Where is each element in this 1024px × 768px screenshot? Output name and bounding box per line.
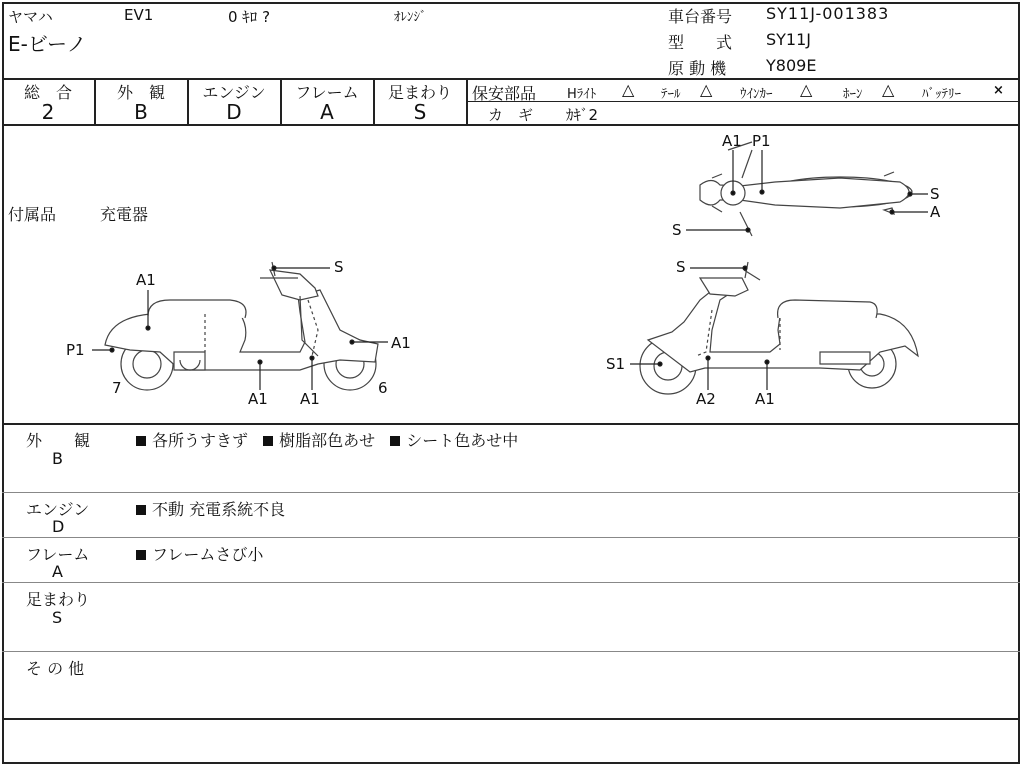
top-view-scooter (700, 142, 912, 236)
label-left-p1: P1 (66, 341, 85, 359)
safety-title: 保安部品 (472, 84, 537, 103)
label-right-a1: A1 (755, 390, 775, 408)
right-side-scooter (640, 262, 918, 394)
section-engine-grade: D (52, 517, 65, 536)
section-suspension-grade: S (52, 608, 63, 627)
section-frame-label: フレーム (26, 545, 90, 564)
safety-battery-mark: × (993, 83, 1004, 98)
accessories-value: 充電器 (100, 205, 149, 224)
grade-overall-value: 2 (41, 100, 55, 124)
label-left-6: 6 (378, 379, 388, 397)
safety-winker-label: ｳｲﾝｶｰ (740, 87, 773, 102)
mileage: 0 ｷﾛ ? (228, 8, 271, 26)
safety-horn-label: ﾎｰﾝ (843, 87, 863, 102)
label-left-a1-top: A1 (136, 271, 156, 289)
section-frame-remarks (136, 542, 273, 565)
label-left-a1-right: A1 (391, 334, 411, 352)
label-right-s: S (676, 258, 686, 276)
grade-engine-value: D (226, 100, 242, 124)
divider (2, 423, 1020, 425)
label-top-s-left: S (672, 221, 682, 239)
engine-value: Y809E (766, 56, 817, 75)
scooter-diagram (0, 124, 1024, 424)
bullet-icon (136, 436, 146, 446)
bullet-icon (390, 436, 400, 446)
label-right-s1: S1 (606, 355, 626, 373)
safety-horn-mark: △ (882, 80, 895, 99)
grade-frame-label: フレーム (295, 83, 359, 102)
label-left-s: S (334, 258, 344, 276)
section-suspension-label: 足まわり (26, 590, 91, 609)
safety-battery-label: ﾊﾞｯﾃﾘｰ (922, 87, 961, 102)
section-exterior-label: 外 観 (26, 431, 91, 450)
type-value: SY11J (766, 30, 812, 49)
accessories-label: 付属品 (8, 205, 57, 224)
label-top-p1: P1 (752, 132, 771, 150)
label-left-7: 7 (112, 379, 122, 397)
divider (2, 582, 1020, 583)
type-label: 型 式 (668, 33, 733, 52)
grade-exterior-label: 外 観 (116, 83, 165, 102)
divider (2, 651, 1020, 652)
grade-engine-label: エンジン (202, 83, 266, 102)
engine-label: 原 動 機 (668, 59, 727, 78)
divider (2, 492, 1020, 493)
remark-item: フレームさび小 (152, 545, 264, 564)
grade-suspension-label: 足まわり (387, 83, 452, 102)
label-right-a2: A2 (696, 390, 716, 408)
divider (2, 537, 1020, 538)
model-code: EV1 (124, 6, 154, 24)
remark-item: 不動 充電系統不良 (152, 500, 286, 519)
remark-item: 樹脂部色あせ (279, 431, 376, 450)
section-frame-grade: A (52, 562, 63, 581)
section-engine-label: エンジン (26, 500, 90, 519)
section-exterior-grade: B (52, 449, 63, 468)
maker: ヤマハ (8, 8, 53, 26)
label-top-s-right: S (930, 185, 940, 203)
chassis-value: SY11J-001383 (766, 4, 890, 23)
safety-tail-mark: △ (700, 80, 713, 99)
remark-item: 各所うすきず (152, 431, 249, 450)
safety-headlight-label: Hﾗｲﾄ (567, 87, 597, 102)
label-top-a-right: A (930, 203, 941, 221)
bullet-icon (136, 505, 146, 515)
grade-suspension-value: S (413, 100, 427, 124)
bullet-icon (263, 436, 273, 446)
chassis-label: 車台番号 (668, 7, 733, 26)
key-value: ｶｷﾞ2 (566, 106, 599, 124)
section-other-label: そ の 他 (26, 659, 85, 678)
safety-winker-mark: △ (800, 80, 813, 99)
label-top-a1: A1 (722, 132, 742, 150)
model-name: E-ビーノ (8, 32, 87, 56)
color: ｵﾚﾝｼﾞ (394, 10, 427, 25)
bullet-icon (136, 550, 146, 560)
grade-exterior-value: B (134, 100, 148, 124)
divider (2, 718, 1020, 720)
key-label: カ ギ (488, 106, 534, 124)
section-engine-remarks (136, 497, 295, 520)
grade-frame-value: A (320, 100, 334, 124)
label-left-a1-b1: A1 (248, 390, 268, 408)
section-exterior-remarks (136, 428, 528, 451)
label-left-a1-b2: A1 (300, 390, 320, 408)
grade-overall-label: 総 合 (23, 83, 72, 102)
safety-tail-label: ﾃｰﾙ (661, 87, 681, 102)
remark-item: シート色あせ中 (406, 431, 519, 450)
safety-headlight-mark: △ (622, 80, 635, 99)
